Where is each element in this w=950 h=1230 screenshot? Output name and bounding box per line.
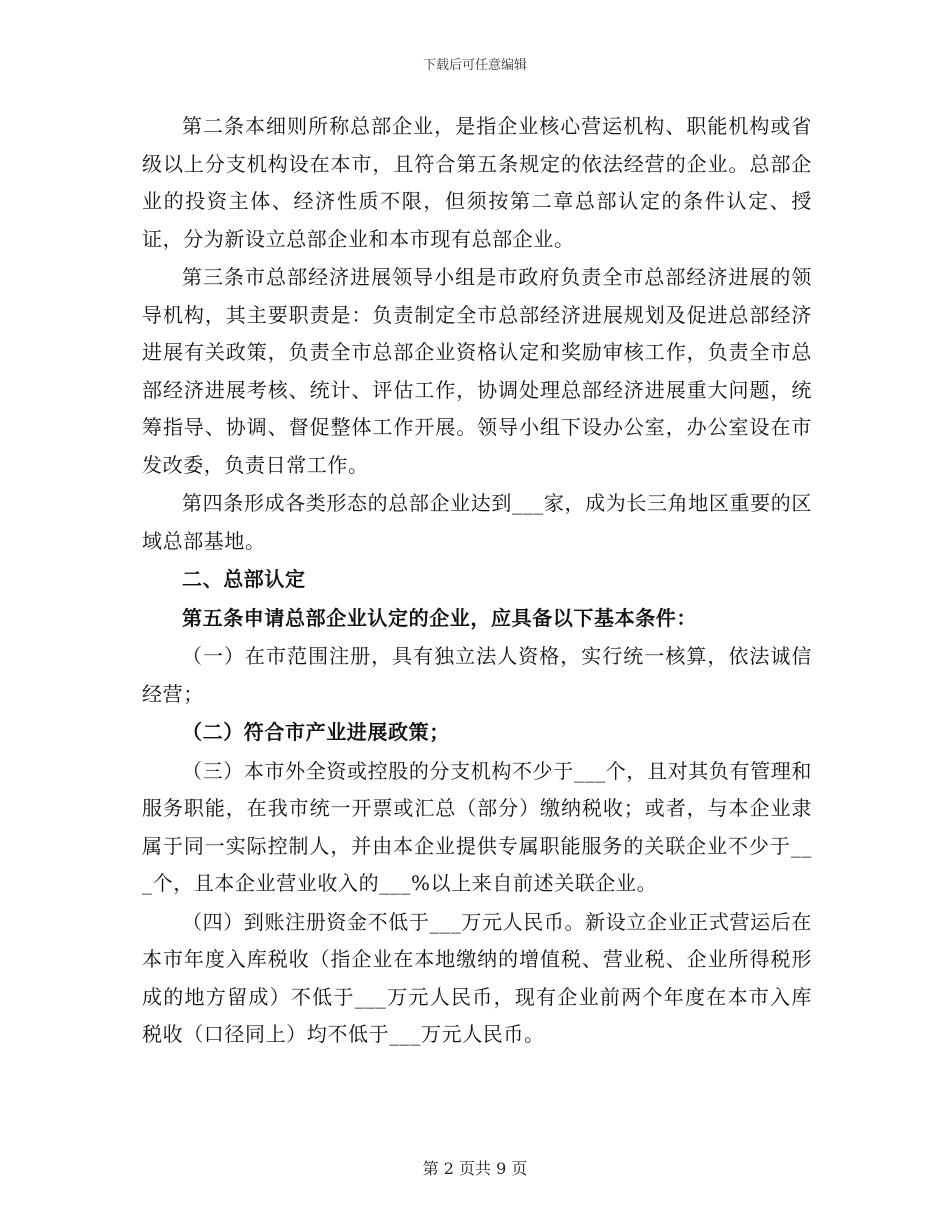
page-header: 下载后可任意编辑 (422, 58, 527, 73)
section-heading: 二、总部认定 (182, 567, 306, 591)
page-number: 第 2 页共 9 页 (422, 1159, 528, 1178)
article-5-heading: 第五条申请总部企业认定的企业，应具备以下基本条件： (182, 605, 697, 630)
condition-2-paragraph: （二）符合市产业进展政策； (182, 720, 450, 744)
condition-1-paragraph: （一）在市范围注册，具有独立法人资格，实行统一核算，依法诚信经营； (142, 644, 812, 706)
condition-3-paragraph: （三）本市外全资或控股的分支机构不少于___个，且对其负有管理和服务职能，在我市统一开票或汇总（部分）缴纳税收；或者，与本企业隶属于同一实际控制人，并由本企业提供专属职能服务的关联企业不少于___个，且本企业营业收入的___%以上来自前述关联企业。 (142, 758, 812, 895)
article-3-paragraph: 第三条市总部经济进展领导小组是市政府负责全市总部经济进展的领导机构，其主要职责是：负责制定全市总部经济进展规划及促进总部经济进展有关政策，负责全市总部企业资格认定和奖励审核工作，负责全市总部经济进展考核、统计、评估工作，协调处理总部经济进展重大问题，统筹指导、协调、督促整体工作开展。领导小组下设办公室，办公室设在市发改委，负责日常工作。 (142, 265, 812, 477)
article-4-paragraph: 第四条形成各类形态的总部企业达到___家，成为长三角地区重要的区域总部基地。 (142, 491, 812, 553)
condition-4-paragraph: （四）到账注册资金不低于___万元人民币。新设立企业正式营运后在本市年度入库税收（指企业在本地缴纳的增值税、营业税、企业所得税形成的地方留成）不低于___万元人民币，现有企业前两个年度在本市入库税收（口径同上）均不低于___万元人民币。 (142, 909, 812, 1046)
article-2-paragraph: 第二条本细则所称总部企业，是指企业核心营运机构、职能机构或省级以上分支机构设在本市，且符合第五条规定的依法经营的企业。总部企业的投资主体、经济性质不限，但须按第二章总部认定的条件认定、授证，分为新设立总部企业和本市现有总部企业。 (142, 114, 812, 251)
document-body (142, 108, 812, 1055)
